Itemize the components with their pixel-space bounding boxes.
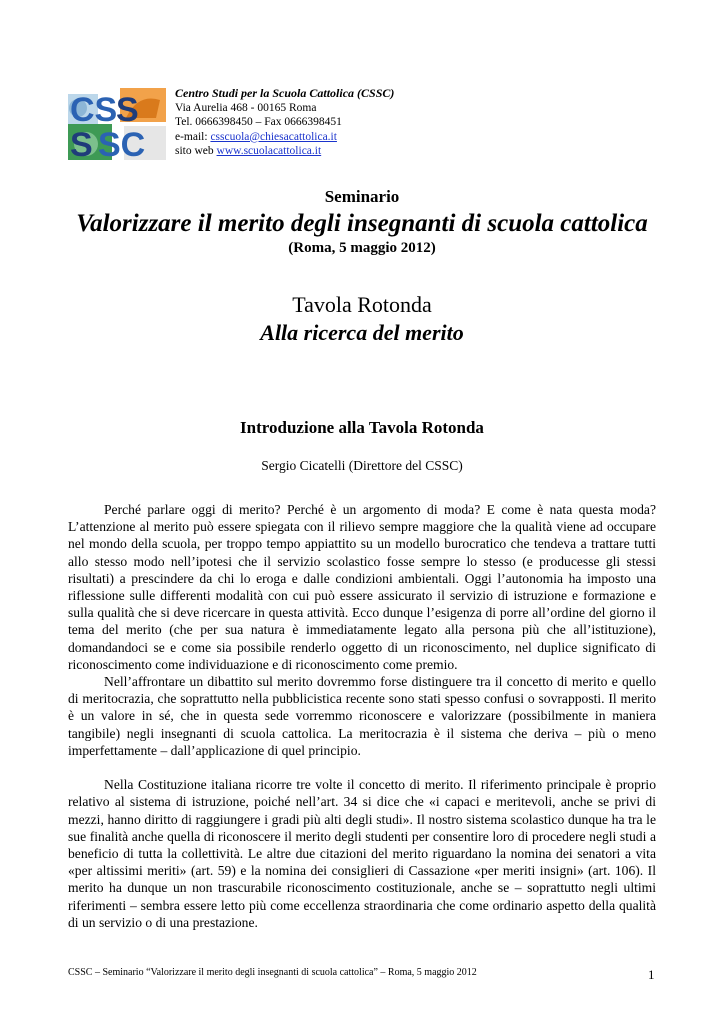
svg-text:S: S (70, 126, 93, 160)
paragraph: Nella Costituzione italiana ricorre tre volte il concetto di merito. Il riferimento principale è proprio relativo al sistema di istruzione, poiché nell’art. 34 si dice che «i capaci e meritevoli, anche se privi di mezzi, hanno diritto di raggiungere i gradi più alti degli studi». Il nostro sistema scolastico dunque ha tra le sue finalità anche quella di riconoscere il merito degli studenti per consentire loro di procedere negli studi a beneficio di tutta la collettività. Le altre due citazioni del merito riguardano la nomina dei senatori a vita «per altissimi meriti» (art. 59) e la nomina dei consiglieri di Cassazione «per meriti insigni» (art. 106). Il merito ha dunque un non trascurabile riconoscimento costituzionale, anche se – soprattutto negli ultimi riferimenti – sembra essere letto più come eccellenza straordinaria che come ordinario aspetto della qualità di un servizio o di una prestazione. (68, 777, 656, 930)
round-table-label: Tavola Rotonda (292, 292, 432, 317)
page-footer: CSSC – Seminario “Valorizzare il merito degli insegnanti di scuola cattolica” – Roma, 5 maggio 2012 (68, 967, 477, 978)
email-label: e-mail: (175, 130, 211, 143)
site-label: sito web (175, 145, 217, 157)
paragraph: Nell’affrontare un dibattito sul merito dovremmo forse distinguere tra il concetto di merito e quello di meritocrazia, che soprattutto nella pubblicistica recente sono stati spesso confusi o sovrapposti. Il merito è un valore in sé, che in questa sede vorremmo riconoscere e valorizzare (possibilmente in maniera tangibile) negli insegnanti di scuola cattolica. La meritocrazia è il sistema che deriva – più o meno imperfettamente – dall’applicazione di quel principio. (68, 674, 656, 758)
paragraph: Perché parlare oggi di merito? Perché è un argomento di moda? E come è nata questa moda? L’attenzione al merito può essere spiegata con il rilievo sempre maggiore che la qualità viene ad occupare nel mondo della scuola, per troppo tempo appiattito su un modello burocratico che tendeva a trattare tutti allo stesso modo nell’ipotesi che il servizio scolastico fosse sempre lo stesso (e producesse gli stessi risultati) a prescindere da chi lo eroga e dalle condizioni ambientali. Oggi l’autonomia ha imposto una riflessione sulle differenti modalità con cui può essere assicurato il servizio di istruzione e formazione e sulla qualità che si deve ricercare in questa attività. Ecco dunque l’esigenza di porre all’ordine del giorno il tema del merito (che per sua natura è immediatamente legato alla persona più che all’istituzione), domandandoci se e come sia possibile renderlo oggetto di un riconoscimento, nel duplice significato di riconoscimento come individuazione e di riconoscimento come premio. (68, 502, 656, 672)
body-text (68, 501, 656, 931)
section-heading: Introduzione alla Tavola Rotonda (240, 418, 484, 437)
svg-text:S: S (116, 91, 139, 129)
header-info (175, 86, 394, 159)
author-line: Sergio Cicatelli (Direttore del CSSC) (261, 458, 463, 473)
email-link[interactable]: csscuola@chiesacattolica.it (210, 130, 337, 143)
seminar-label: Seminario (324, 187, 400, 206)
cssc-logo (68, 88, 166, 160)
org-address: Via Aurelia 468 - 00165 Roma (175, 101, 317, 114)
org-site-row (175, 144, 394, 159)
org-phone: Tel. 0666398450 – Fax 0666398451 (175, 116, 342, 128)
svg-text:SC: SC (98, 126, 146, 160)
site-link[interactable]: www.scuolacattolica.it (216, 145, 322, 157)
org-name: Centro Studi per la Scuola Cattolica (CSSC) (175, 86, 395, 100)
seminar-date: (Roma, 5 maggio 2012) (288, 240, 436, 256)
page-number: 1 (648, 967, 655, 982)
org-email-row (175, 130, 394, 145)
seminar-title: Valorizzare il merito degli insegnanti di scuola cattolica (76, 210, 648, 237)
svg-text:CS: CS (70, 91, 118, 129)
round-table-title: Alla ricerca del merito (260, 320, 464, 345)
